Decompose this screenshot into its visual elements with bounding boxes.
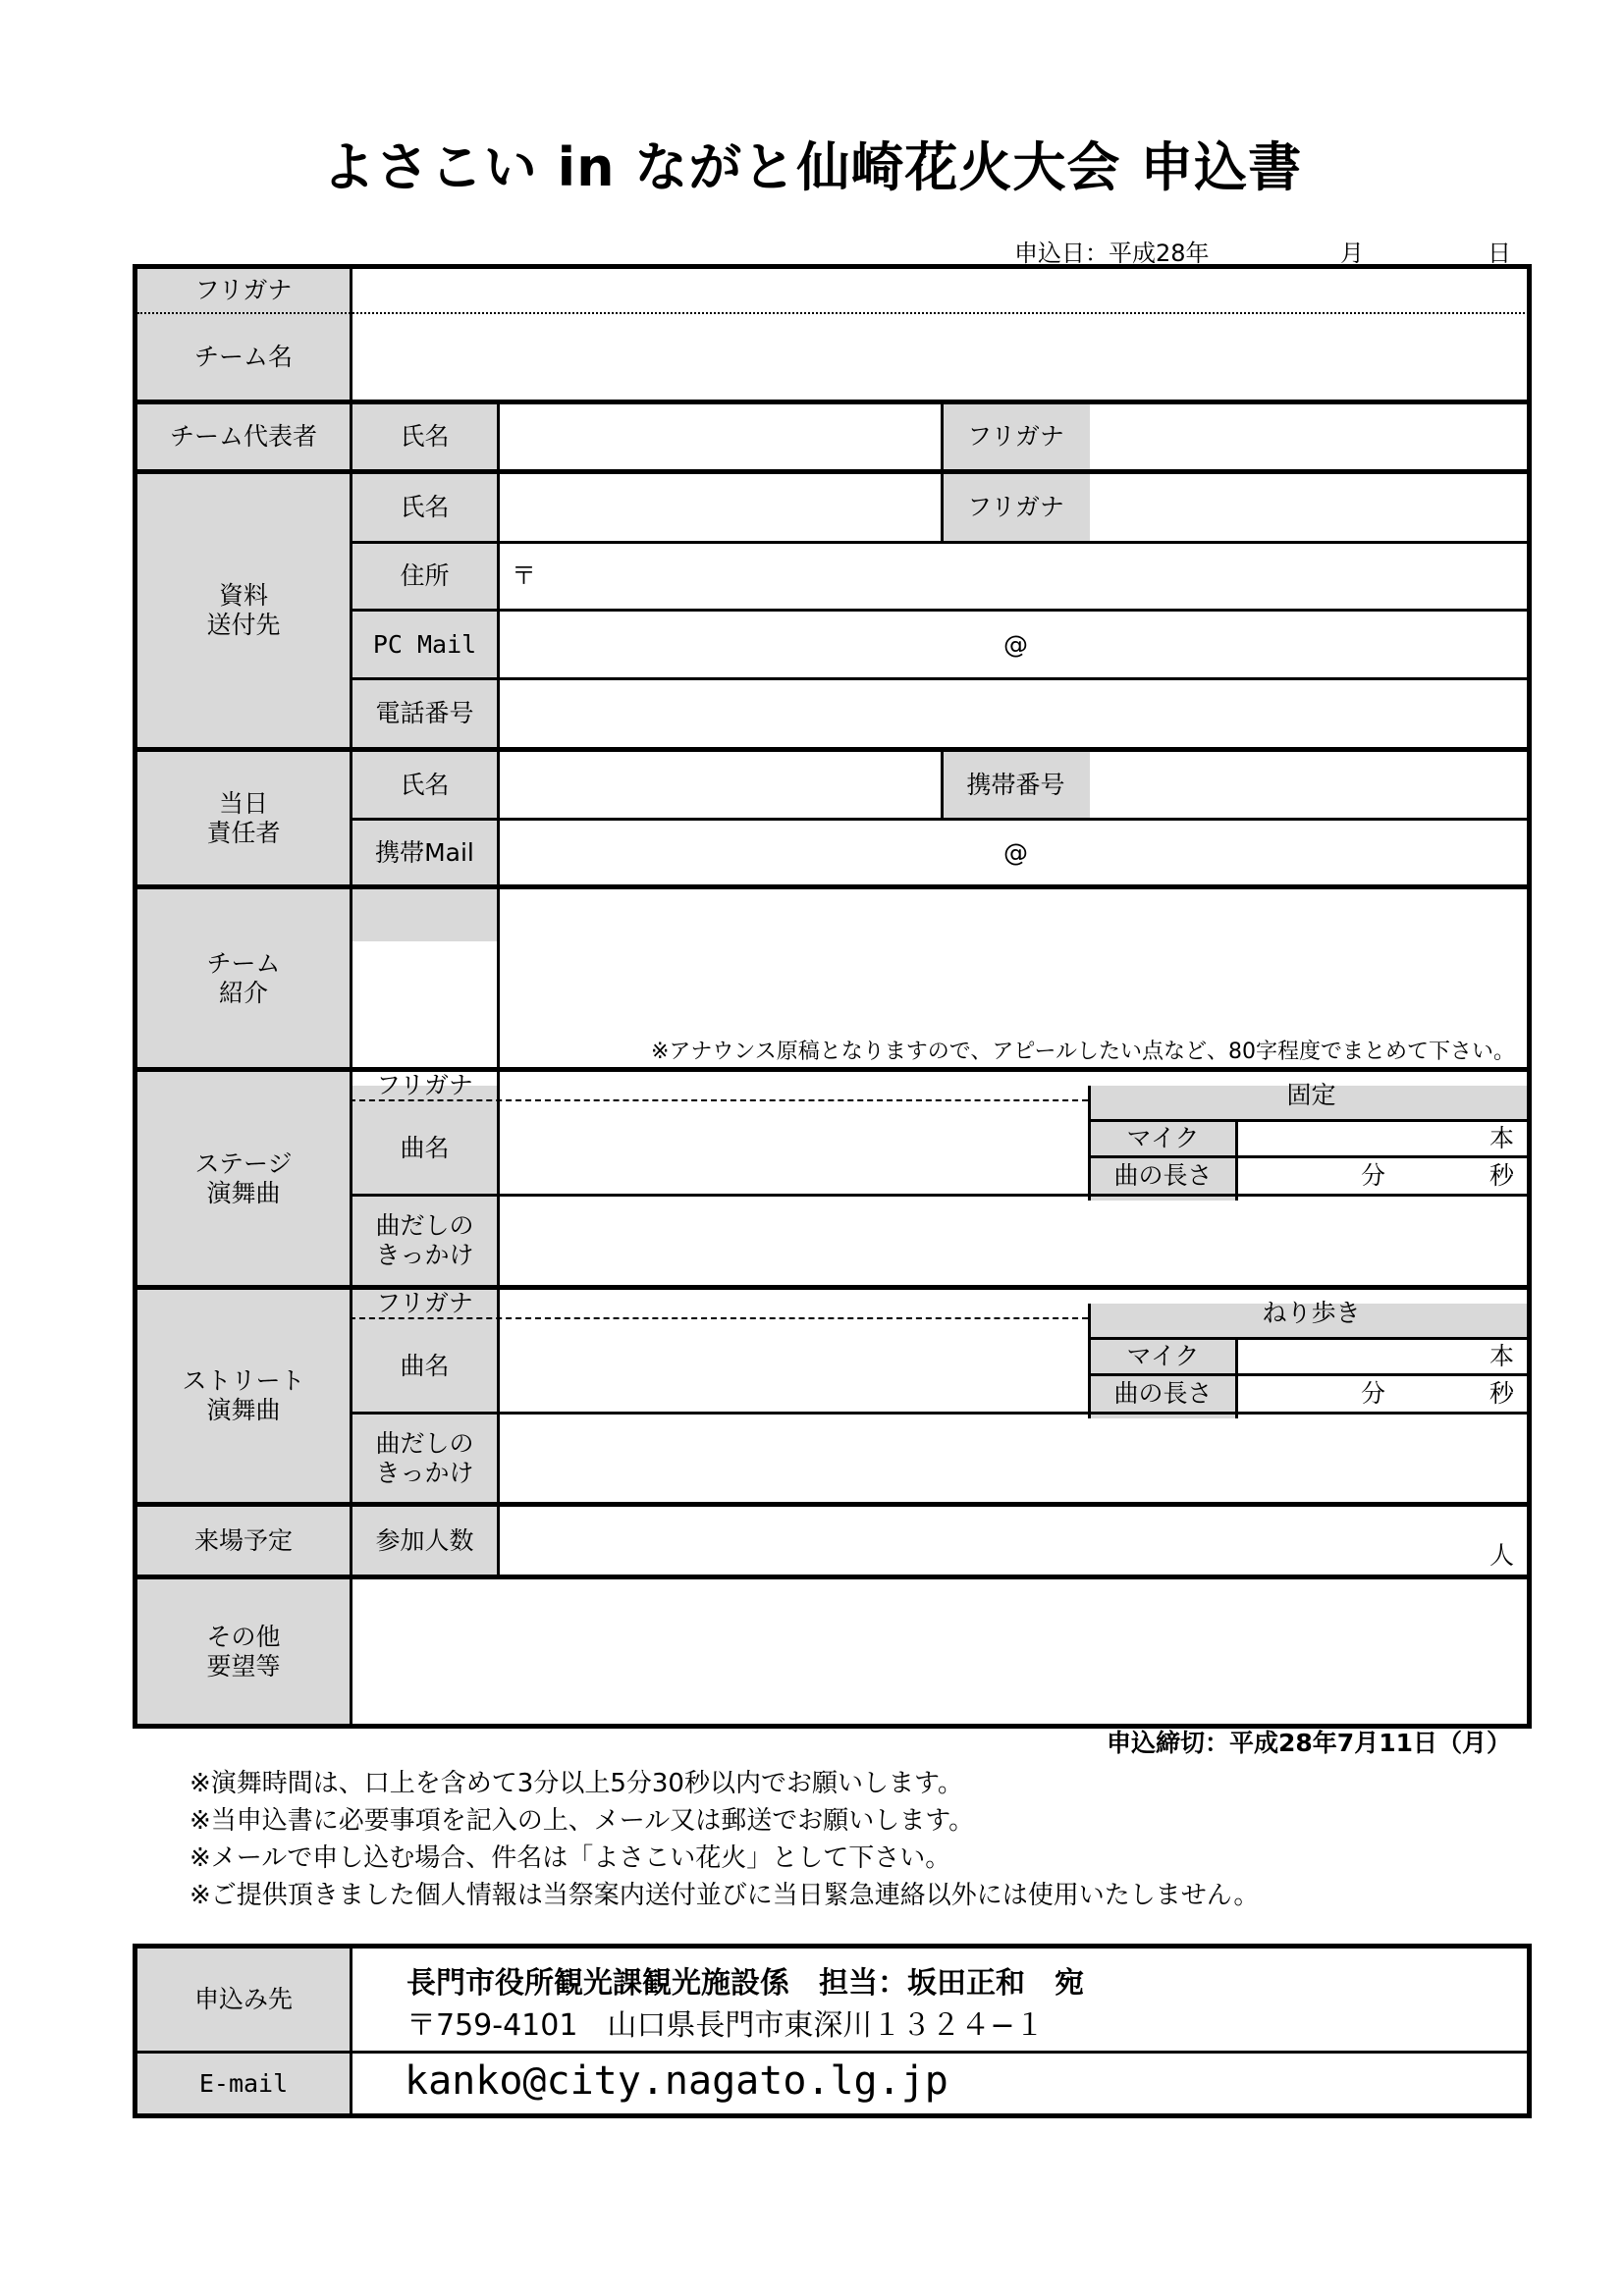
street-furigana-field[interactable] [500, 1290, 1088, 1317]
stage-mic-label: マイク [1126, 1124, 1200, 1152]
furigana-label: フリガナ [194, 276, 293, 304]
email-link[interactable]: kanko@city.nagato.lg.jp [405, 2058, 948, 2104]
street-cue-field[interactable] [500, 1415, 1532, 1502]
furigana-field[interactable] [352, 269, 1532, 311]
stage-furigana-label: フリガナ [376, 1071, 473, 1099]
street-cue-label: 曲だしの きっかけ [375, 1428, 474, 1487]
rep-furigana-label: フリガナ [967, 422, 1064, 451]
stage-cue-field[interactable] [500, 1197, 1532, 1285]
participants-field[interactable]: 人 [1489, 1541, 1514, 1570]
stage-type-label: 固定 [1286, 1081, 1336, 1109]
mail-name-field[interactable] [500, 474, 941, 541]
phone-field[interactable] [500, 680, 1532, 747]
street-furigana-label: フリガナ [376, 1289, 473, 1317]
contact-line-1: 長門市役所観光課観光施設係 担当：坂田正和 宛 [406, 1966, 1084, 2001]
mobile-number-label: 携帯番号 [966, 770, 1065, 799]
email-label: E-mail [198, 2068, 289, 2098]
street-song-name-field[interactable] [500, 1320, 1088, 1412]
stage-furigana-field[interactable] [500, 1072, 1088, 1099]
stage-song-name-field[interactable] [500, 1102, 1088, 1194]
deadline: 申込締切：平成28年7月11日（月） [1107, 1729, 1511, 1757]
note-item: ※メールで申し込む場合、件名は「よさこい花火」として下さい。 [189, 1843, 951, 1873]
rep-name-label: 氏名 [400, 422, 450, 451]
mail-name-label: 氏名 [400, 493, 450, 521]
pc-mail-field[interactable]: @ [1003, 629, 1028, 659]
street-type-label: ねり歩き [1262, 1299, 1361, 1327]
mailing-label: 資料 送付先 [206, 581, 281, 639]
street-song-name-label: 曲名 [400, 1351, 450, 1380]
street-mic-field[interactable]: 本 [1489, 1342, 1514, 1370]
application-date-prefix: 申込日：平成28年 [1014, 240, 1210, 267]
street-length-label: 曲の長さ [1113, 1379, 1213, 1408]
application-form [133, 264, 1532, 1729]
participants-label: 参加人数 [375, 1525, 474, 1555]
note-item: ※ご提供頂きました個人情報は当祭案内送付並びに当日緊急連絡以外には使用いたしません。 [189, 1881, 1260, 1910]
street-length-min[interactable]: 分 [1360, 1379, 1385, 1408]
team-intro-note: ※アナウンス原稿となりますので、アピールしたい点など、80字程度でまとめて下さい。 [650, 1040, 1515, 1064]
mail-furigana-label: フリガナ [967, 493, 1064, 521]
team-intro-label: チーム 紹介 [206, 948, 281, 1007]
stage-song-name-label: 曲名 [400, 1133, 450, 1162]
stage-song-label: ステージ 演舞曲 [194, 1148, 293, 1207]
visit-label: 来場予定 [193, 1525, 293, 1555]
application-date-month: 月 [1340, 240, 1364, 267]
page-title: よさこい in ながと仙崎花火大会 申込書 [321, 136, 1303, 198]
note-item: ※演舞時間は、口上を含めて3分以上5分30秒以内でお願いします。 [189, 1769, 963, 1798]
street-song-label: ストリート 演舞曲 [182, 1366, 305, 1424]
day-name-field[interactable] [500, 752, 941, 818]
representative-label: チーム代表者 [169, 422, 317, 451]
rep-furigana-field[interactable] [1091, 404, 1532, 469]
rep-name-field[interactable] [500, 404, 941, 469]
stage-length-min[interactable]: 分 [1360, 1161, 1385, 1190]
note-item: ※当申込書に必要事項を記入の上、メール又は郵送でお願いします。 [189, 1806, 975, 1836]
pc-mail-label: PC Mail [372, 629, 477, 659]
mail-furigana-field[interactable] [1091, 474, 1532, 541]
application-date-day: 日 [1488, 240, 1511, 267]
other-requests-label: その他 要望等 [206, 1622, 281, 1681]
stage-length-label: 曲の長さ [1113, 1161, 1213, 1190]
contact-label: 申込み先 [193, 1985, 293, 2013]
contact-box [133, 1944, 1532, 2118]
address-label: 住所 [400, 561, 450, 590]
address-field[interactable]: 〒 [512, 561, 537, 590]
stage-length-sec[interactable]: 秒 [1489, 1161, 1514, 1190]
team-name-field[interactable] [352, 315, 1532, 399]
phone-label: 電話番号 [375, 699, 474, 727]
day-contact-label: 当日 責任者 [206, 788, 281, 847]
stage-cue-label: 曲だしの きっかけ [375, 1211, 474, 1269]
mobile-mail-label: 携帯Mail [375, 837, 474, 867]
team-name-label: チーム名 [193, 342, 293, 371]
notes [189, 1765, 1259, 1914]
day-name-label: 氏名 [400, 770, 450, 799]
street-length-sec[interactable]: 秒 [1489, 1379, 1514, 1408]
mobile-number-field[interactable] [1091, 752, 1532, 818]
other-requests-field[interactable] [352, 1579, 1532, 1724]
stage-mic-field[interactable]: 本 [1489, 1124, 1514, 1152]
street-mic-label: マイク [1126, 1342, 1200, 1370]
mobile-mail-field[interactable]: @ [1003, 837, 1028, 867]
contact-line-2: 〒759-4101 山口県長門市東深川１３２４−１ [406, 2008, 1045, 2043]
